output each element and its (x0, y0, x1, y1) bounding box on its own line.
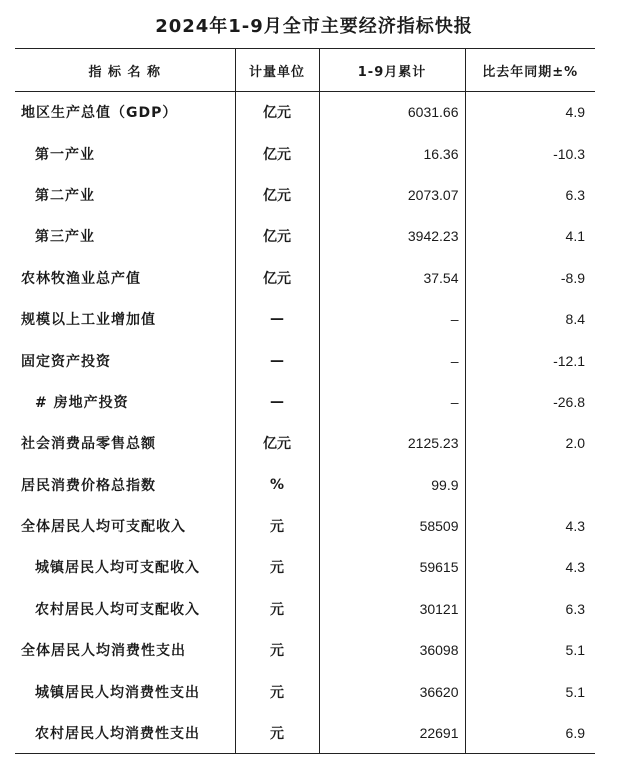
unit-cell: — (235, 381, 319, 422)
yoy-change-cell: -12.1 (553, 352, 585, 369)
unit-cell: 亿元 (235, 133, 319, 174)
yoy-change-cell: 6.3 (565, 600, 585, 617)
unit-cell: 亿元 (235, 92, 319, 133)
unit-cell: 元 (235, 712, 319, 753)
cumulative-cell: 37.54 (319, 257, 465, 298)
indicator-name-cell: 城镇居民人均可支配收入 (35, 560, 200, 577)
yoy-change-cell (465, 464, 595, 505)
yoy-change-cell: 4.3 (565, 518, 585, 535)
yoy-change-cell: -10.3 (553, 145, 585, 162)
indicator-name-cell: 农村居民人均消费性支出 (15, 712, 235, 753)
table-row (15, 174, 595, 215)
table-row (15, 298, 595, 339)
yoy-change-cell: 6.3 (565, 186, 585, 203)
table-row (15, 464, 595, 505)
page-title: 2024年1-9月全市主要经济指标快报 (155, 16, 473, 37)
indicator-name-cell: 农林牧渔业总产值 (21, 270, 141, 287)
header-unit: 计量单位 (235, 49, 319, 92)
indicator-name-cell: 第二产业 (35, 187, 95, 204)
indicator-name-cell: 固定资产投资 (21, 353, 111, 370)
cumulative-cell: 2073.07 (319, 174, 465, 215)
table-row (15, 630, 595, 671)
unit-cell: 亿元 (235, 174, 319, 215)
indicator-name-cell: 第三产业 (35, 229, 95, 246)
yoy-change-cell: 5.1 (565, 642, 585, 659)
table-body (15, 92, 595, 754)
indicator-name-cell: # 房地产投资 (35, 394, 129, 411)
unit-cell: — (235, 298, 319, 339)
table-row (15, 340, 595, 381)
cumulative-cell: 36620 (319, 671, 465, 712)
indicator-name-cell: 地区生产总值（GDP） (21, 105, 178, 122)
unit-cell: — (235, 340, 319, 381)
unit-cell: 元 (235, 547, 319, 588)
header-cumulative: 1-9月累计 (319, 49, 465, 92)
indicator-name-cell: 第一产业 (35, 146, 95, 163)
yoy-change-cell: 2.0 (565, 435, 585, 452)
indicator-name-cell: 居民消费价格总指数 (21, 477, 156, 494)
cumulative-cell: 6031.66 (319, 92, 465, 133)
yoy-change-cell: 4.3 (565, 559, 585, 576)
header-yoy: 比去年同期±% (465, 49, 595, 92)
unit-cell: 亿元 (235, 257, 319, 298)
table-row (15, 671, 595, 712)
cumulative-cell: 58509 (319, 505, 465, 546)
unit-cell: 元 (235, 505, 319, 546)
cumulative-cell: 2125.23 (319, 423, 465, 464)
indicator-name-cell: 全体居民人均可支配收入 (21, 519, 186, 536)
cumulative-cell: 22691 (319, 712, 465, 753)
unit-cell: 亿元 (235, 423, 319, 464)
indicator-name-cell: 社会消费品零售总额 (21, 436, 156, 453)
unit-cell: 元 (235, 671, 319, 712)
yoy-change-cell: 6.9 (465, 712, 595, 753)
table-row (15, 547, 595, 588)
cumulative-cell: – (319, 298, 465, 339)
indicator-name-cell: 全体居民人均消费性支出 (21, 643, 186, 660)
cumulative-cell: – (319, 340, 465, 381)
indicators-table (15, 48, 595, 754)
table-row (15, 712, 595, 753)
unit-cell: 元 (235, 630, 319, 671)
table-row (15, 133, 595, 174)
cumulative-cell: 36098 (319, 630, 465, 671)
yoy-change-cell: -8.9 (560, 269, 585, 286)
yoy-change-cell: 5.1 (565, 683, 585, 700)
table-row (15, 92, 595, 133)
table-row (15, 216, 595, 257)
unit-cell: 亿元 (235, 216, 319, 257)
table-row (15, 423, 595, 464)
yoy-change-cell: 8.4 (565, 311, 585, 328)
table-row (15, 257, 595, 298)
cumulative-cell: 16.36 (319, 133, 465, 174)
indicator-name-cell: 农村居民人均可支配收入 (35, 601, 200, 618)
cumulative-cell: – (319, 381, 465, 422)
cumulative-cell: 3942.23 (319, 216, 465, 257)
cumulative-cell: 59615 (319, 547, 465, 588)
yoy-change-cell: 4.9 (565, 104, 585, 121)
header-name: 指 标 名 称 (15, 49, 235, 92)
cumulative-cell: 30121 (319, 588, 465, 629)
yoy-change-cell: -26.8 (553, 393, 585, 410)
cumulative-cell: 99.9 (319, 464, 465, 505)
table-row (15, 505, 595, 546)
table-row (15, 381, 595, 422)
table-row (15, 588, 595, 629)
unit-cell: 元 (235, 588, 319, 629)
indicator-name-cell: 城镇居民人均消费性支出 (35, 684, 200, 701)
indicator-name-cell: 规模以上工业增加值 (21, 312, 156, 329)
yoy-change-cell: 4.1 (565, 228, 585, 245)
unit-cell: % (235, 464, 319, 505)
table-header-row (15, 49, 595, 92)
